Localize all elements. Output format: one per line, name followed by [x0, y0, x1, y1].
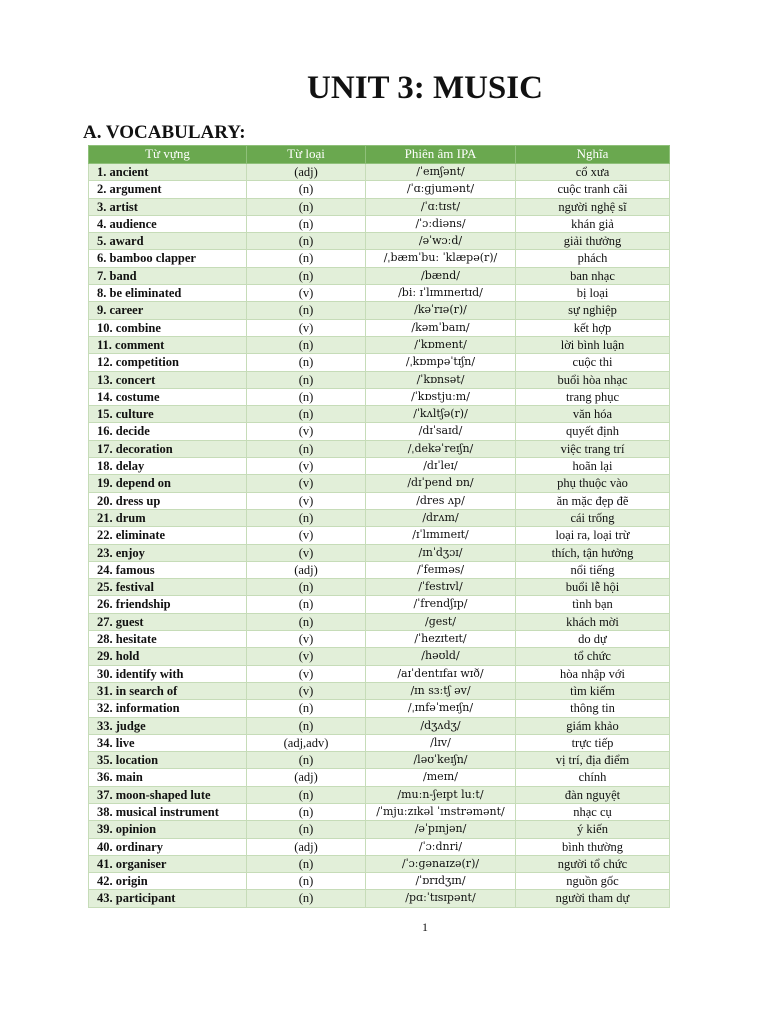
vocab-word: 22. eliminate [89, 527, 247, 544]
ipa-transcription: /ˌbæmˈbuː ˈklæpə(r)/ [366, 250, 516, 267]
ipa-transcription: /ˈkɒnsət/ [366, 371, 516, 388]
meaning: cuộc thi [516, 354, 670, 371]
table-row [89, 267, 670, 284]
ipa-transcription: /ɪnˈdʒɔɪ/ [366, 544, 516, 561]
meaning: khách mời [516, 613, 670, 630]
ipa-transcription: /ˈhezɪteɪt/ [366, 631, 516, 648]
vocab-word: 12. competition [89, 354, 247, 371]
ipa-transcription: /ˈfestɪvl/ [366, 579, 516, 596]
meaning: buổi hòa nhạc [516, 371, 670, 388]
ipa-transcription: /drʌm/ [366, 509, 516, 526]
meaning: kết hợp [516, 319, 670, 336]
ipa-transcription: /ɪˈlɪmɪneɪt/ [366, 527, 516, 544]
table-row [89, 717, 670, 734]
ipa-transcription: /ˈɑːtɪst/ [366, 198, 516, 215]
table-row [89, 388, 670, 405]
part-of-speech: (v) [247, 648, 366, 665]
ipa-transcription: /bænd/ [366, 267, 516, 284]
header-word: Từ vựng [89, 146, 247, 164]
vocab-word: 7. band [89, 267, 247, 284]
meaning: bị loại [516, 285, 670, 302]
part-of-speech: (adj) [247, 164, 366, 181]
vocabulary-table [88, 145, 670, 908]
table-row [89, 440, 670, 457]
vocab-word: 18. delay [89, 458, 247, 475]
meaning: lời bình luận [516, 336, 670, 353]
part-of-speech: (adj,adv) [247, 734, 366, 751]
part-of-speech: (n) [247, 198, 366, 215]
vocab-word: 21. drum [89, 509, 247, 526]
table-row [89, 198, 670, 215]
table-row [89, 458, 670, 475]
part-of-speech: (n) [247, 406, 366, 423]
vocab-word: 4. audience [89, 215, 247, 232]
vocab-word: 30. identify with [89, 665, 247, 682]
vocab-word: 2. argument [89, 181, 247, 198]
ipa-transcription: /ˌkɒmpəˈtɪʃn/ [366, 354, 516, 371]
vocab-word: 11. comment [89, 336, 247, 353]
vocab-word: 8. be eliminated [89, 285, 247, 302]
vocab-word: 27. guest [89, 613, 247, 630]
part-of-speech: (n) [247, 717, 366, 734]
meaning: việc trang trí [516, 440, 670, 457]
meaning: phách [516, 250, 670, 267]
part-of-speech: (n) [247, 267, 366, 284]
meaning: văn hóa [516, 406, 670, 423]
table-row [89, 665, 670, 682]
vocab-word: 34. live [89, 734, 247, 751]
part-of-speech: (v) [247, 285, 366, 302]
meaning: tình bạn [516, 596, 670, 613]
meaning: quyết định [516, 423, 670, 440]
table-row [89, 302, 670, 319]
table-row [89, 803, 670, 820]
meaning: hòa nhập với [516, 665, 670, 682]
meaning: tổ chức [516, 648, 670, 665]
meaning: cái trống [516, 509, 670, 526]
part-of-speech: (n) [247, 890, 366, 907]
ipa-transcription: /ˈfrendʃɪp/ [366, 596, 516, 613]
vocab-word: 35. location [89, 752, 247, 769]
table-row [89, 631, 670, 648]
meaning: giám khảo [516, 717, 670, 734]
ipa-transcription: /ˈkɒstjuːm/ [366, 388, 516, 405]
part-of-speech: (v) [247, 475, 366, 492]
part-of-speech: (adj) [247, 561, 366, 578]
part-of-speech: (v) [247, 544, 366, 561]
part-of-speech: (v) [247, 492, 366, 509]
vocab-word: 14. costume [89, 388, 247, 405]
ipa-transcription: /biː ɪˈlɪmɪneɪtɪd/ [366, 285, 516, 302]
part-of-speech: (n) [247, 233, 366, 250]
vocab-word: 28. hesitate [89, 631, 247, 648]
meaning: hoãn lại [516, 458, 670, 475]
meaning: buổi lễ hội [516, 579, 670, 596]
vocab-word: 5. award [89, 233, 247, 250]
ipa-transcription: /ˈeɪnʃənt/ [366, 164, 516, 181]
vocab-word: 38. musical instrument [89, 803, 247, 820]
ipa-transcription: /ˈɔːdnri/ [366, 838, 516, 855]
vocabulary-table-body [89, 164, 670, 908]
ipa-transcription: /ˈɔːdiəns/ [366, 215, 516, 232]
part-of-speech: (adj) [247, 838, 366, 855]
meaning: thông tin [516, 700, 670, 717]
meaning: tìm kiếm [516, 682, 670, 699]
table-row [89, 527, 670, 544]
vocab-word: 36. main [89, 769, 247, 786]
header-ipa: Phiên âm IPA [366, 146, 516, 164]
table-row [89, 371, 670, 388]
table-row [89, 285, 670, 302]
ipa-transcription: /kəˈrɪə(r)/ [366, 302, 516, 319]
meaning: bình thường [516, 838, 670, 855]
ipa-transcription: /ˈɔːɡənaɪzə(r)/ [366, 855, 516, 872]
part-of-speech: (adj) [247, 769, 366, 786]
table-row [89, 354, 670, 371]
meaning: nhạc cụ [516, 803, 670, 820]
ipa-transcription: /ˌdekəˈreɪʃn/ [366, 440, 516, 457]
meaning: cổ xưa [516, 164, 670, 181]
vocab-word: 25. festival [89, 579, 247, 596]
ipa-transcription: /meɪn/ [366, 769, 516, 786]
part-of-speech: (n) [247, 786, 366, 803]
meaning: trang phục [516, 388, 670, 405]
ipa-transcription: /ɡest/ [366, 613, 516, 630]
ipa-transcription: /ˈmjuːzɪkəl ˈɪnstrəmənt/ [366, 803, 516, 820]
meaning: người tham dự [516, 890, 670, 907]
table-row [89, 890, 670, 907]
vocab-word: 9. career [89, 302, 247, 319]
table-row [89, 406, 670, 423]
vocab-word: 13. concert [89, 371, 247, 388]
meaning: chính [516, 769, 670, 786]
meaning: ý kiến [516, 821, 670, 838]
part-of-speech: (n) [247, 354, 366, 371]
ipa-transcription: /ləʊˈkeɪʃn/ [366, 752, 516, 769]
table-row [89, 752, 670, 769]
table-row [89, 838, 670, 855]
ipa-transcription: /ˈkɒment/ [366, 336, 516, 353]
table-row [89, 509, 670, 526]
part-of-speech: (v) [247, 527, 366, 544]
meaning: trực tiếp [516, 734, 670, 751]
part-of-speech: (n) [247, 579, 366, 596]
ipa-transcription: /muːn-ʃeɪpt luːt/ [366, 786, 516, 803]
table-row [89, 596, 670, 613]
meaning: người nghệ sĩ [516, 198, 670, 215]
vocab-word: 26. friendship [89, 596, 247, 613]
part-of-speech: (v) [247, 319, 366, 336]
table-row [89, 734, 670, 751]
part-of-speech: (n) [247, 440, 366, 457]
meaning: nổi tiếng [516, 561, 670, 578]
ipa-transcription: /əˈpɪnjən/ [366, 821, 516, 838]
table-row [89, 181, 670, 198]
vocab-word: 20. dress up [89, 492, 247, 509]
vocab-word: 43. participant [89, 890, 247, 907]
meaning: thích, tận hưởng [516, 544, 670, 561]
ipa-transcription: /lɪv/ [366, 734, 516, 751]
part-of-speech: (n) [247, 821, 366, 838]
table-row [89, 648, 670, 665]
table-row [89, 319, 670, 336]
meaning: phụ thuộc vào [516, 475, 670, 492]
vocab-word: 29. hold [89, 648, 247, 665]
meaning: khán giả [516, 215, 670, 232]
part-of-speech: (v) [247, 458, 366, 475]
vocab-word: 31. in search of [89, 682, 247, 699]
part-of-speech: (n) [247, 873, 366, 890]
table-row [89, 682, 670, 699]
table-row [89, 423, 670, 440]
table-row [89, 233, 670, 250]
vocab-word: 39. opinion [89, 821, 247, 838]
table-row [89, 613, 670, 630]
page-title: UNIT 3: MUSIC [307, 70, 543, 106]
ipa-transcription: /ˈkʌltʃə(r)/ [366, 406, 516, 423]
ipa-transcription: /ˈɒrɪdʒɪn/ [366, 873, 516, 890]
part-of-speech: (n) [247, 613, 366, 630]
meaning: loại ra, loại trừ [516, 527, 670, 544]
part-of-speech: (v) [247, 665, 366, 682]
ipa-transcription: /dres ʌp/ [366, 492, 516, 509]
part-of-speech: (n) [247, 855, 366, 872]
vocab-word: 40. ordinary [89, 838, 247, 855]
vocab-word: 37. moon-shaped lute [89, 786, 247, 803]
vocab-word: 19. depend on [89, 475, 247, 492]
table-row [89, 821, 670, 838]
part-of-speech: (n) [247, 596, 366, 613]
meaning: ban nhạc [516, 267, 670, 284]
ipa-transcription: /dɪˈleɪ/ [366, 458, 516, 475]
table-row [89, 215, 670, 232]
table-row [89, 336, 670, 353]
table-row [89, 786, 670, 803]
table-row [89, 250, 670, 267]
part-of-speech: (n) [247, 250, 366, 267]
vocab-word: 32. information [89, 700, 247, 717]
meaning: nguồn gốc [516, 873, 670, 890]
ipa-transcription: /həʊld/ [366, 648, 516, 665]
header-part-of-speech: Từ loại [247, 146, 366, 164]
part-of-speech: (n) [247, 700, 366, 717]
part-of-speech: (v) [247, 423, 366, 440]
meaning: sự nghiệp [516, 302, 670, 319]
part-of-speech: (v) [247, 631, 366, 648]
vocab-word: 24. famous [89, 561, 247, 578]
vocab-word: 15. culture [89, 406, 247, 423]
table-row [89, 873, 670, 890]
vocab-word: 1. ancient [89, 164, 247, 181]
page-number: 1 [422, 920, 428, 934]
vocab-word: 23. enjoy [89, 544, 247, 561]
part-of-speech: (n) [247, 803, 366, 820]
meaning: ăn mặc đẹp đẽ [516, 492, 670, 509]
meaning: đàn nguyệt [516, 786, 670, 803]
vocab-word: 33. judge [89, 717, 247, 734]
ipa-transcription: /kəmˈbaɪn/ [366, 319, 516, 336]
part-of-speech: (n) [247, 752, 366, 769]
part-of-speech: (n) [247, 509, 366, 526]
part-of-speech: (n) [247, 388, 366, 405]
section-heading: A. VOCABULARY: [83, 122, 246, 143]
vocab-word: 6. bamboo clapper [89, 250, 247, 267]
meaning: giải thưởng [516, 233, 670, 250]
vocab-word: 42. origin [89, 873, 247, 890]
vocab-word: 17. decoration [89, 440, 247, 457]
ipa-transcription: /pɑːˈtɪsɪpənt/ [366, 890, 516, 907]
table-row [89, 544, 670, 561]
table-row [89, 769, 670, 786]
part-of-speech: (v) [247, 682, 366, 699]
ipa-transcription: /dɪˈsaɪd/ [366, 423, 516, 440]
table-row [89, 475, 670, 492]
ipa-transcription: /dʒʌdʒ/ [366, 717, 516, 734]
part-of-speech: (n) [247, 302, 366, 319]
vocab-word: 41. organiser [89, 855, 247, 872]
meaning: do dự [516, 631, 670, 648]
ipa-transcription: /aɪˈdentɪfaɪ wɪð/ [366, 665, 516, 682]
ipa-transcription: /dɪˈpend ɒn/ [366, 475, 516, 492]
ipa-transcription: /əˈwɔːd/ [366, 233, 516, 250]
table-row [89, 700, 670, 717]
part-of-speech: (n) [247, 371, 366, 388]
table-header-row [89, 146, 670, 164]
vocab-word: 3. artist [89, 198, 247, 215]
vocab-word: 16. decide [89, 423, 247, 440]
table-row [89, 855, 670, 872]
ipa-transcription: /ˌɪnfəˈmeɪʃn/ [366, 700, 516, 717]
header-meaning: Nghĩa [516, 146, 670, 164]
table-row [89, 492, 670, 509]
meaning: người tổ chức [516, 855, 670, 872]
meaning: cuộc tranh cãi [516, 181, 670, 198]
part-of-speech: (n) [247, 336, 366, 353]
part-of-speech: (n) [247, 181, 366, 198]
table-row [89, 561, 670, 578]
table-row [89, 579, 670, 596]
table-row [89, 164, 670, 181]
meaning: vị trí, địa điểm [516, 752, 670, 769]
ipa-transcription: /ɪn sɜːtʃ əv/ [366, 682, 516, 699]
ipa-transcription: /ˈfeɪməs/ [366, 561, 516, 578]
vocab-word: 10. combine [89, 319, 247, 336]
part-of-speech: (n) [247, 215, 366, 232]
ipa-transcription: /ˈɑːɡjumənt/ [366, 181, 516, 198]
